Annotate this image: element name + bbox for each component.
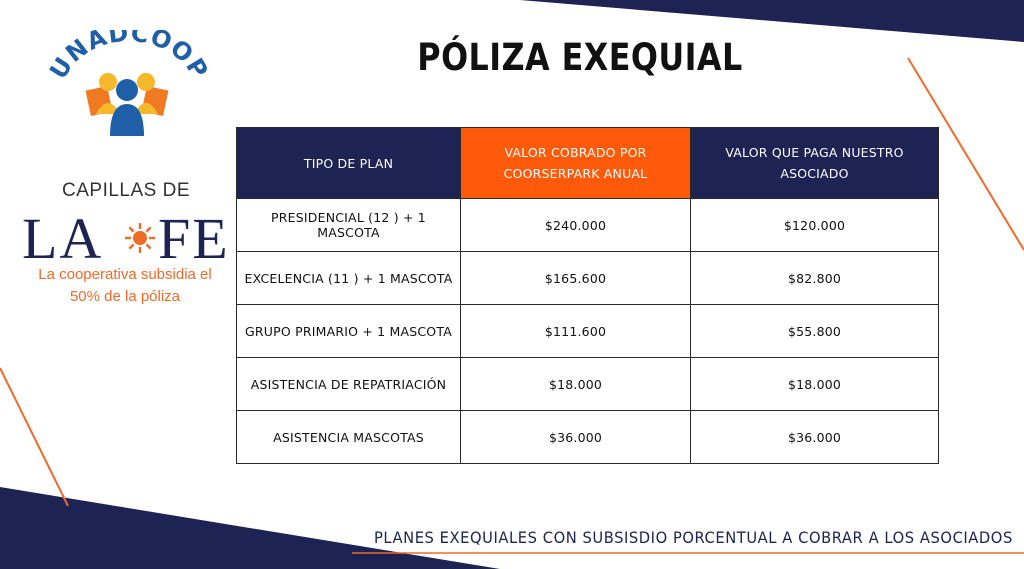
- charged-value: $18.000: [461, 358, 691, 411]
- subsidy-note-line2: 50% de la póliza: [69, 288, 181, 305]
- table-row: [237, 305, 939, 358]
- plan-name: EXCELENCIA (11 ) + 1 MASCOTA: [237, 252, 461, 305]
- table-row: [237, 252, 939, 305]
- left-orange-line: [0, 368, 68, 506]
- member-value: $82.800: [691, 252, 939, 305]
- header-member-value: VALOR QUE PAGA NUESTRO ASOCIADO: [691, 128, 939, 199]
- header-plan-type: TIPO DE PLAN: [237, 128, 461, 199]
- page-title: PÓLIZA EXEQUIAL: [417, 36, 743, 79]
- la-fe-logo: [22, 206, 232, 266]
- la-fe-left: LA: [22, 206, 104, 266]
- table-row: [237, 358, 939, 411]
- plan-name: ASISTENCIA MASCOTAS: [237, 411, 461, 464]
- member-value: $120.000: [691, 199, 939, 252]
- footer-caption: PLANES EXEQUIALES CON SUBSISDIO PORCENTUAL A COBRAR A LOS ASOCIADOS: [374, 528, 1013, 547]
- subsidy-note: [30, 264, 220, 308]
- plan-name: ASISTENCIA DE REPATRIACIÓN: [237, 358, 461, 411]
- unadcoop-logo: [40, 30, 215, 140]
- member-value: $55.800: [691, 305, 939, 358]
- charged-value: $165.600: [461, 252, 691, 305]
- charged-value: $240.000: [461, 199, 691, 252]
- member-value: $18.000: [691, 358, 939, 411]
- table-header-row: [237, 128, 939, 199]
- charged-value: $111.600: [461, 305, 691, 358]
- funeral-home-prefix: CAPILLAS DE: [62, 180, 190, 201]
- svg-text:UNADCOOP: [44, 30, 214, 84]
- table-row: [237, 411, 939, 464]
- charged-value: $36.000: [461, 411, 691, 464]
- subsidy-note-line1: La cooperativa subsidia el: [38, 266, 212, 283]
- logo-person-head: [116, 79, 138, 101]
- table-row: [237, 199, 939, 252]
- plan-name: GRUPO PRIMARIO + 1 MASCOTA: [237, 305, 461, 358]
- plans-table: [236, 127, 939, 464]
- header-charged-value: VALOR COBRADO POR COORSERPARK ANUAL: [461, 128, 691, 199]
- logo-text: UNADCOOP: [44, 30, 214, 84]
- plan-name: PRESIDENCIAL (12 ) + 1 MASCOTA: [237, 199, 461, 252]
- member-value: $36.000: [691, 411, 939, 464]
- la-fe-right: FE: [158, 206, 230, 266]
- sun-icon: [125, 223, 155, 253]
